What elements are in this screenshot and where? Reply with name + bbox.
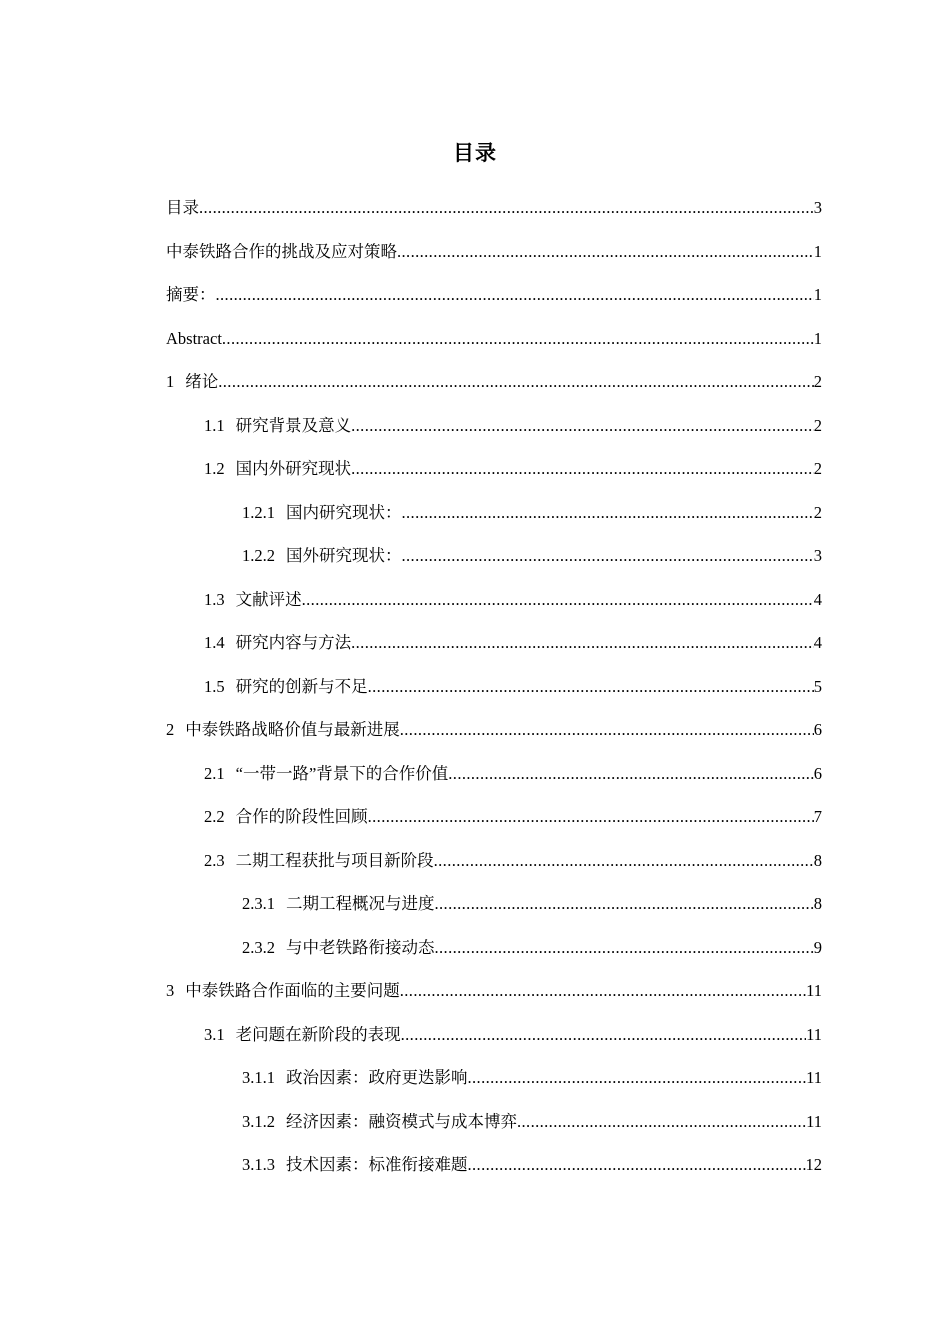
toc-entry-page: 11 <box>806 1024 822 1044</box>
toc-entry-text: 与中老铁路衔接动态 <box>286 937 435 957</box>
toc-dot-leader <box>368 802 814 832</box>
toc-entry[interactable] <box>0 1150 950 1194</box>
toc-entry-number: 2.3.1 <box>242 894 275 913</box>
toc-entry[interactable] <box>0 280 950 324</box>
toc-entry-page: 6 <box>813 720 822 739</box>
toc-dot-leader <box>434 846 814 876</box>
toc-dot-leader <box>218 367 814 397</box>
toc-entry-number: 2 <box>166 720 175 739</box>
toc-entry-number: 2.3 <box>204 850 225 870</box>
toc-entry-page: 4 <box>813 589 822 609</box>
toc-entry-number: 3.1.2 <box>242 1111 275 1131</box>
toc-entry[interactable] <box>0 324 950 368</box>
toc-entry-page: 11 <box>806 981 822 1000</box>
toc-entry-page: 2 <box>813 502 822 522</box>
toc-entry-number: 1.5 <box>204 676 225 696</box>
toc-entry-text: 文献评述 <box>235 589 302 609</box>
toc-dot-leader <box>435 933 814 963</box>
toc-entry-number: 1.3 <box>204 589 225 609</box>
toc-entry[interactable] <box>0 933 950 977</box>
toc-entry-page: 7 <box>813 807 822 826</box>
toc-entry[interactable] <box>0 976 950 1020</box>
toc-entry-text: 国内外研究现状 <box>235 459 352 478</box>
toc-entry-number: 3.1.1 <box>242 1068 275 1087</box>
toc-list <box>0 193 950 1194</box>
toc-entry[interactable] <box>0 846 950 890</box>
toc-entry-text: 摘要： <box>166 285 216 304</box>
toc-entry-text: 研究内容与方法 <box>235 633 352 652</box>
toc-entry-text: 绪论 <box>185 372 219 391</box>
toc-entry-text: 中泰铁路合作面临的主要问题 <box>185 981 400 1000</box>
toc-entry-page: 3 <box>813 546 822 565</box>
toc-dot-leader <box>302 585 814 615</box>
toc-entry[interactable] <box>0 1063 950 1107</box>
toc-entry-text: 研究背景及意义 <box>235 415 352 435</box>
toc-entry-text: 技术因素：标准衔接难题 <box>286 1155 468 1174</box>
toc-entry-text: 二期工程获批与项目新阶段 <box>235 850 434 870</box>
toc-entry-page: 8 <box>813 894 822 913</box>
toc-dot-leader <box>351 628 814 658</box>
toc-entry[interactable] <box>0 541 950 585</box>
toc-entry-page: 3 <box>813 198 822 217</box>
toc-dot-leader <box>402 541 814 571</box>
toc-entry-text: “一带一路”背景下的合作价值 <box>235 763 449 783</box>
toc-entry[interactable] <box>0 585 950 629</box>
toc-entry[interactable] <box>0 1107 950 1151</box>
toc-dot-leader <box>448 759 813 789</box>
toc-entry[interactable] <box>0 237 950 281</box>
toc-dot-leader <box>400 715 814 745</box>
toc-dot-leader <box>199 193 814 223</box>
toc-entry-text: 合作的阶段性回顾 <box>235 807 368 826</box>
toc-entry-page: 8 <box>813 850 822 870</box>
toc-entry-page: 2 <box>813 459 822 478</box>
toc-entry-page: 1 <box>813 328 822 348</box>
toc-entry-text: 老问题在新阶段的表现 <box>235 1024 401 1044</box>
toc-entry-number: 3.1.3 <box>242 1155 275 1174</box>
toc-entry-text: Abstract <box>166 328 222 348</box>
toc-entry-page: 5 <box>813 676 822 696</box>
toc-entry-number: 2.1 <box>204 763 225 783</box>
toc-entry-number: 2.2 <box>204 807 225 826</box>
toc-entry-number: 1.1 <box>204 415 225 435</box>
toc-entry-text: 经济因素：融资模式与成本博弈 <box>286 1111 517 1131</box>
toc-entry-text: 中泰铁路合作的挑战及应对策略 <box>166 241 397 261</box>
toc-entry[interactable] <box>0 498 950 542</box>
toc-entry-text: 目录 <box>166 198 199 217</box>
toc-dot-leader <box>401 1020 806 1050</box>
toc-entry-text: 政治因素：政府更迭影响 <box>286 1068 468 1087</box>
toc-entry-page: 2 <box>813 372 822 391</box>
toc-entry[interactable] <box>0 802 950 846</box>
toc-entry-number: 1.4 <box>204 633 225 652</box>
toc-entry-page: 1 <box>813 285 822 304</box>
toc-dot-leader <box>351 454 814 484</box>
toc-entry-number: 1.2.1 <box>242 502 275 522</box>
toc-entry[interactable] <box>0 715 950 759</box>
toc-entry-page: 11 <box>806 1068 822 1087</box>
toc-dot-leader <box>368 672 814 702</box>
toc-dot-leader <box>400 976 806 1006</box>
toc-entry[interactable] <box>0 454 950 498</box>
toc-entry-number: 3 <box>166 981 175 1000</box>
toc-entry[interactable] <box>0 193 950 237</box>
toc-entry-number: 1.2 <box>204 459 225 478</box>
toc-entry-page: 6 <box>813 763 822 783</box>
toc-dot-leader <box>402 498 814 528</box>
toc-entry[interactable] <box>0 759 950 803</box>
toc-entry-text: 中泰铁路战略价值与最新进展 <box>185 720 400 739</box>
toc-entry-page: 1 <box>813 241 822 261</box>
toc-entry-number: 2.3.2 <box>242 937 275 957</box>
toc-entry-text: 国外研究现状： <box>286 546 402 565</box>
toc-dot-leader <box>397 237 814 267</box>
toc-dot-leader <box>468 1150 806 1180</box>
toc-entry-text: 国内研究现状： <box>286 502 402 522</box>
toc-entry-page: 2 <box>813 415 822 435</box>
toc-entry[interactable] <box>0 367 950 411</box>
toc-entry-page: 4 <box>813 633 822 652</box>
toc-entry[interactable] <box>0 628 950 672</box>
toc-dot-leader <box>517 1107 806 1137</box>
toc-entry[interactable] <box>0 1020 950 1064</box>
toc-entry[interactable] <box>0 889 950 933</box>
toc-entry-page: 12 <box>805 1155 822 1174</box>
toc-entry-text: 二期工程概况与进度 <box>286 894 435 913</box>
toc-title: 目录 <box>453 141 497 165</box>
toc-entry-page: 11 <box>806 1111 822 1131</box>
toc-entry-number: 1.2.2 <box>242 546 275 565</box>
toc-entry-number: 1 <box>166 372 175 391</box>
toc-dot-leader <box>216 280 814 310</box>
toc-entry[interactable] <box>0 672 950 716</box>
toc-entry-number: 3.1 <box>204 1024 225 1044</box>
toc-entry-page: 9 <box>813 937 822 957</box>
toc-dot-leader <box>435 889 814 919</box>
toc-dot-leader <box>351 411 814 441</box>
toc-entry-text: 研究的创新与不足 <box>235 676 368 696</box>
toc-dot-leader <box>468 1063 807 1093</box>
toc-entry[interactable] <box>0 411 950 455</box>
toc-dot-leader <box>222 324 814 354</box>
